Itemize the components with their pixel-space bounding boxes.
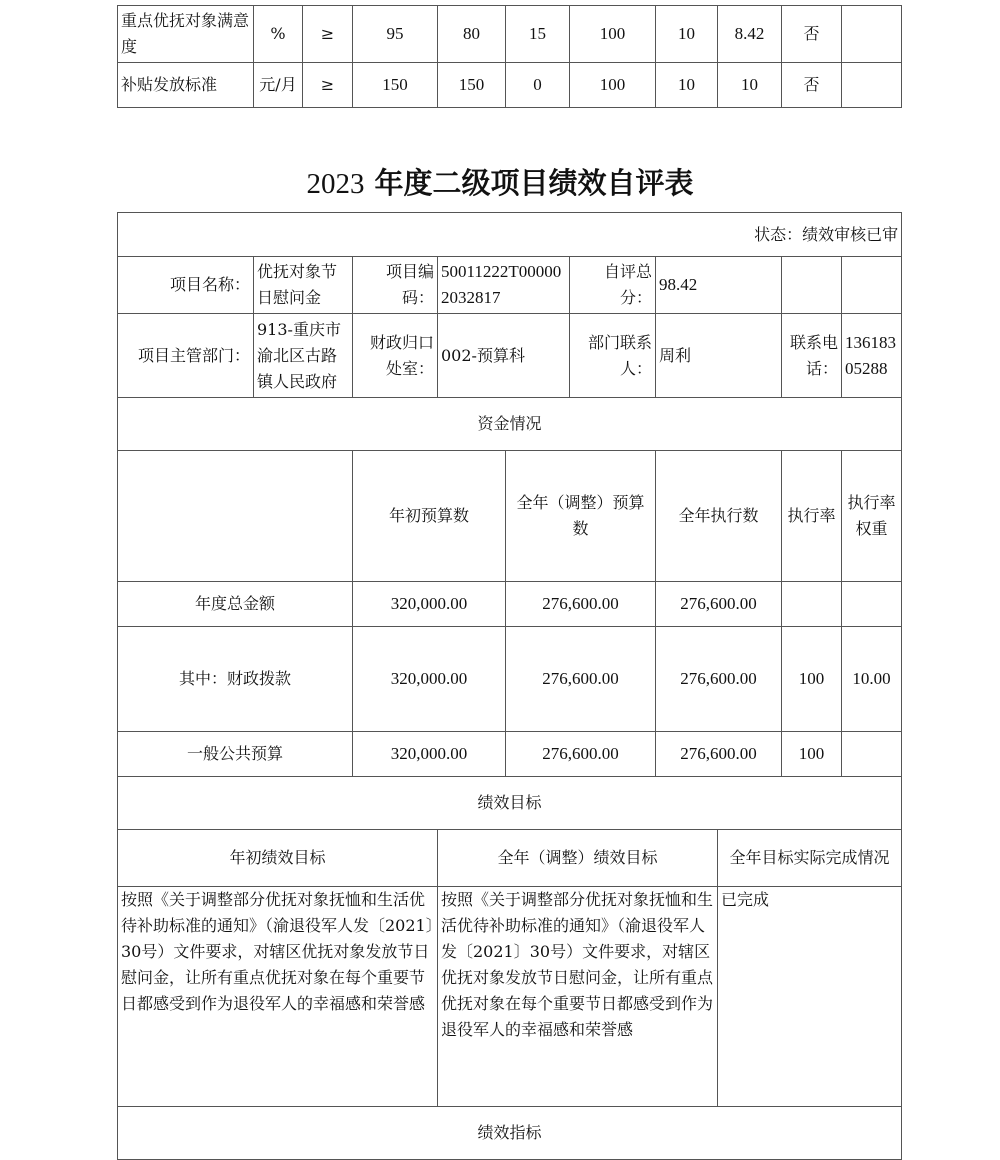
indicator-name: 重点优抚对象满意度 <box>118 6 254 63</box>
section-row <box>118 777 902 830</box>
indicator-value: 0 <box>506 63 570 108</box>
contact-label: 部门联系人： <box>570 314 656 398</box>
phone-label: 联系电话： <box>782 314 842 398</box>
phone-value: 13618305288 <box>842 314 902 398</box>
adjusted-goal-text: 按照《关于调整部分优抚对象抚恤和生活优待补助标准的通知》（渝退役军人发〔2021〕30号）文件要求，对辖区优抚对象发放节日慰问金，让所有重点优抚对象在每个重要节日都感受到作为退役军人的幸福感和荣誉感 <box>438 887 718 1107</box>
info-row <box>118 314 902 398</box>
funds-initial: 320,000.00 <box>353 732 506 777</box>
indicator-value: 10 <box>656 63 718 108</box>
col-header-weight: 执行率权重 <box>842 451 902 582</box>
section-row <box>118 1107 902 1160</box>
funds-executed: 276,600.00 <box>656 732 782 777</box>
project-code: 50011222T000002032817 <box>438 257 570 314</box>
funds-rate: 100 <box>782 732 842 777</box>
indicators-section-title: 绩效指标 <box>118 1107 902 1160</box>
indicator-unit: % <box>254 6 303 63</box>
funds-initial: 320,000.00 <box>353 582 506 627</box>
table-row <box>118 6 902 63</box>
project-name: 优抚对象节日慰问金 <box>254 257 353 314</box>
dept-label: 项目主管部门： <box>118 314 254 398</box>
indicator-value: 150 <box>438 63 506 108</box>
funds-row-label: 年度总金额 <box>118 582 353 627</box>
indicator-note <box>842 63 902 108</box>
page-title <box>0 163 1000 204</box>
indicator-table-continued <box>117 5 902 108</box>
finance-value: 002-预算科 <box>438 314 570 398</box>
indicator-value: 8.42 <box>718 6 782 63</box>
project-code-label: 项目编码： <box>353 257 438 314</box>
indicator-value: 80 <box>438 6 506 63</box>
funds-adjusted: 276,600.00 <box>506 732 656 777</box>
col-header-executed: 全年执行数 <box>656 451 782 582</box>
funds-rate <box>782 582 842 627</box>
score-value: 98.42 <box>656 257 782 314</box>
indicator-name: 补贴发放标准 <box>118 63 254 108</box>
title-text: 年度二级项目绩效自评表 <box>374 166 694 200</box>
score-label: 自评总分： <box>570 257 656 314</box>
status-text: 状态：绩效审核已审 <box>118 213 902 257</box>
project-name-label: 项目名称： <box>118 257 254 314</box>
funds-weight <box>842 732 902 777</box>
indicator-value: 150 <box>353 63 438 108</box>
funds-weight <box>842 582 902 627</box>
finance-label: 财政归口处室： <box>353 314 438 398</box>
status-row <box>118 213 902 257</box>
table-row <box>118 732 902 777</box>
goals-section-title: 绩效目标 <box>118 777 902 830</box>
funds-section-title: 资金情况 <box>118 398 902 451</box>
indicator-operator: ≥ <box>303 6 353 63</box>
title-year: 2023 <box>306 168 365 200</box>
col-header-adjusted: 全年（调整）预算数 <box>506 451 656 582</box>
actual-completion-text: 已完成 <box>718 887 902 1107</box>
funds-row-label: 其中：财政拨款 <box>118 627 353 732</box>
funds-executed: 276,600.00 <box>656 627 782 732</box>
funds-header-row <box>118 451 902 582</box>
col-header-actual: 全年目标实际完成情况 <box>718 830 902 887</box>
indicator-value: 100 <box>570 6 656 63</box>
goals-content-row <box>118 887 902 1107</box>
funds-adjusted: 276,600.00 <box>506 627 656 732</box>
dept-value: 913-重庆市渝北区古路镇人民政府 <box>254 314 353 398</box>
col-header-adjusted-goal: 全年（调整）绩效目标 <box>438 830 718 887</box>
indicator-value: 15 <box>506 6 570 63</box>
funds-row-label: 一般公共预算 <box>118 732 353 777</box>
info-row <box>118 257 902 314</box>
col-header-initial: 年初预算数 <box>353 451 506 582</box>
goals-header-row <box>118 830 902 887</box>
indicator-flag: 否 <box>782 63 842 108</box>
indicator-note <box>842 6 902 63</box>
indicator-value: 95 <box>353 6 438 63</box>
col-header-initial-goal: 年初绩效目标 <box>118 830 438 887</box>
funds-initial: 320,000.00 <box>353 627 506 732</box>
table-row <box>118 627 902 732</box>
contact-value: 周利 <box>656 314 782 398</box>
section-row <box>118 398 902 451</box>
funds-adjusted: 276,600.00 <box>506 582 656 627</box>
initial-goal-text: 按照《关于调整部分优抚对象抚恤和生活优待补助标准的通知》（渝退役军人发〔2021〕30号）文件要求，对辖区优抚对象发放节日慰问金，让所有重点优抚对象在每个重要节日都感受到作为退役军人的幸福感和荣誉感 <box>118 887 438 1107</box>
indicator-unit: 元/月 <box>254 63 303 108</box>
indicator-value: 10 <box>656 6 718 63</box>
indicator-operator: ≥ <box>303 63 353 108</box>
indicator-value: 100 <box>570 63 656 108</box>
funds-rate: 100 <box>782 627 842 732</box>
funds-executed: 276,600.00 <box>656 582 782 627</box>
table-row <box>118 63 902 108</box>
table-row <box>118 582 902 627</box>
self-evaluation-table <box>117 212 902 1160</box>
col-header-rate: 执行率 <box>782 451 842 582</box>
indicator-value: 10 <box>718 63 782 108</box>
funds-weight: 10.00 <box>842 627 902 732</box>
indicator-flag: 否 <box>782 6 842 63</box>
